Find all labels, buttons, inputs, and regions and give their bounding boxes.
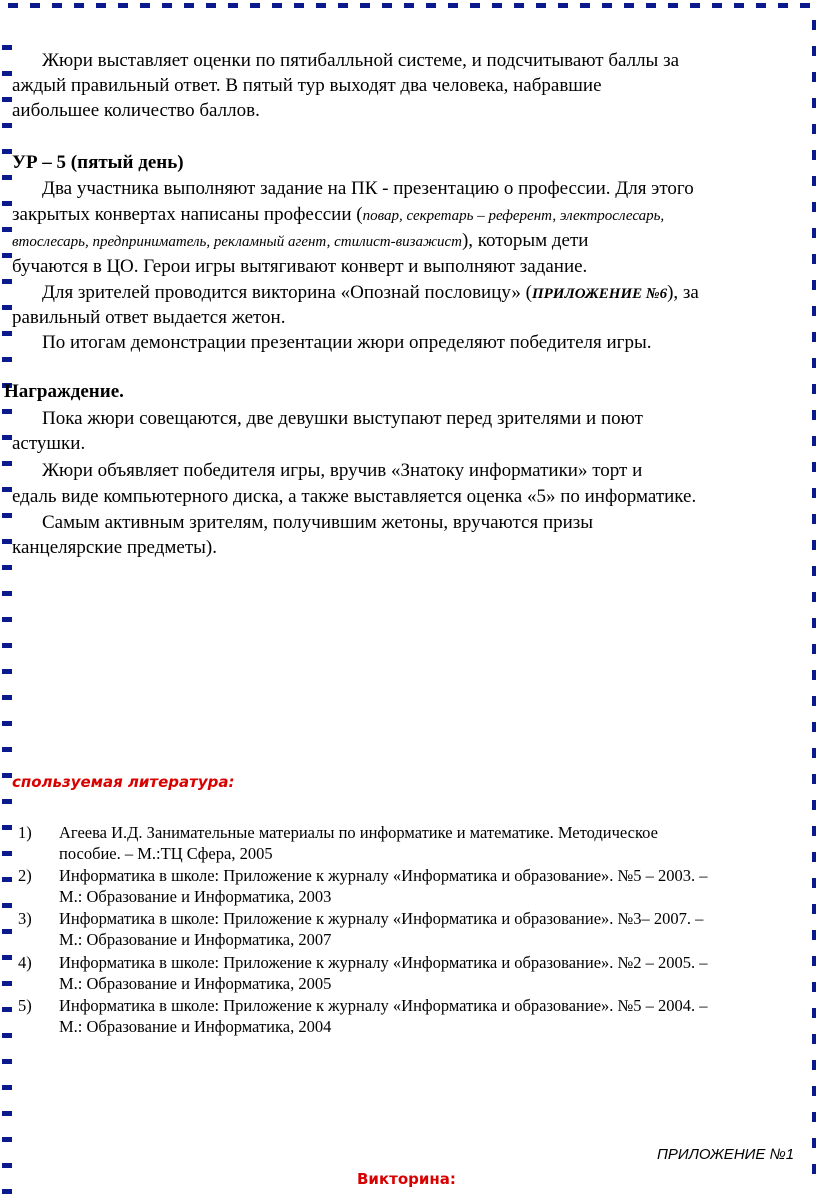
paragraph-jury-line-1: Жюри выставляет оценки по пятибалльной системе, и подсчитывают баллы за: [42, 50, 680, 71]
tour5-line-2: [12, 202, 807, 229]
literature-item-number: 5): [18, 996, 32, 1015]
quiz-line-2: равильный ответ выдается жетон.: [12, 307, 286, 328]
quiz-title: Викторина:: [357, 1170, 456, 1188]
literature-item-text: [59, 865, 708, 907]
tour5-line-4: бучаются в ЦО. Герои игры вытягивают конверт и выполняют задание.: [12, 256, 588, 277]
literature-item-line: Информатика в школе: Приложение к журналу «Информатика и образование». №2 – 2005. –: [59, 953, 708, 972]
award-line-2: астушки.: [12, 433, 86, 454]
award-line-3: Жюри объявляет победителя игры, вручив «Знатоку информатики» торт и: [42, 460, 643, 481]
quiz-line-1-end: ), за: [667, 282, 699, 303]
appendix-6-reference: ПРИЛОЖЕНИЕ №6: [531, 286, 668, 302]
literature-item-line: М.: Образование и Информатика, 2003: [59, 887, 332, 906]
literature-item-text: [59, 908, 703, 950]
award-line-1: Пока жюри совещаются, две девушки выступают перед зрителями и поют: [42, 408, 643, 429]
award-line-4: едаль виде компьютерного диска, а также выставляется оценка «5» по информатике.: [12, 486, 697, 507]
tour5-line-1: Два участника выполняют задание на ПК - презентацию о профессии. Для этого: [42, 178, 694, 199]
award-heading: Награждение.: [4, 381, 124, 402]
professions-list-part-2: втослесарь, предприниматель, рекламный агент, стилист-визажист: [12, 234, 462, 250]
literature-item-text: [59, 822, 658, 864]
literature-item-text: [59, 995, 708, 1037]
tour5-line-2-text: закрытых конвертах написаны профессии (: [12, 204, 363, 225]
literature-item-number: 4): [18, 953, 32, 972]
professions-list-part-1: повар, секретарь – референт, электрослесарь,: [362, 208, 665, 224]
award-line-5: Самым активным зрителям, получившим жетоны, вручаются призы: [42, 512, 594, 533]
literature-item-line: Информатика в школе: Приложение к журналу «Информатика и образование». №5 – 2004. –: [59, 996, 708, 1015]
literature-item-number: 2): [18, 866, 32, 885]
results-line: По итогам демонстрации презентации жюри определяют победителя игры.: [42, 332, 652, 353]
tour5-line-3: [12, 228, 807, 255]
literature-item-text: [59, 952, 708, 994]
award-line-6: канцелярские предметы).: [12, 537, 218, 558]
quiz-line-1-text: Для зрителей проводится викторина «Опознай пословицу» (: [42, 282, 532, 303]
literature-item-line: Информатика в школе: Приложение к журналу «Информатика и образование». №3– 2007. –: [59, 909, 704, 928]
literature-item-number: 1): [18, 823, 32, 842]
tour5-heading: УР – 5 (пятый день): [12, 152, 184, 173]
literature-item-line: Агеева И.Д. Занимательные материалы по информатике и математике. Методическое: [59, 823, 658, 842]
paragraph-jury-line-2: аждый правильный ответ. В пятый тур выходят два человека, набравшие: [12, 75, 602, 96]
literature-item-line: М.: Образование и Информатика, 2007: [59, 930, 332, 949]
literature-item-line: пособие. – М.:ТЦ Сфера, 2005: [59, 844, 273, 863]
literature-title: спользуемая литература:: [12, 773, 235, 791]
tour5-line-3-text: ), которым дети: [461, 230, 589, 251]
literature-item-line: Информатика в школе: Приложение к журналу «Информатика и образование». №5 – 2003. –: [59, 866, 708, 885]
literature-item-line: М.: Образование и Информатика, 2004: [59, 1017, 332, 1036]
literature-item-line: М.: Образование и Информатика, 2005: [59, 974, 332, 993]
appendix-label: ПРИЛОЖЕНИЕ №1: [657, 1146, 795, 1163]
quiz-line-1: [12, 280, 807, 307]
literature-item-number: 3): [18, 909, 32, 928]
paragraph-jury-line-3: аибольшее количество баллов.: [12, 100, 260, 121]
